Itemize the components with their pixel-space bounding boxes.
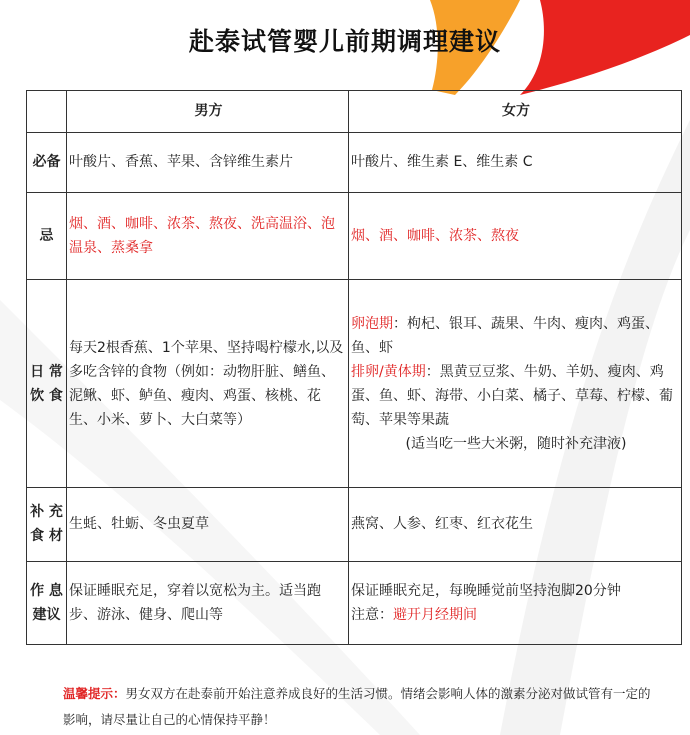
warm-tip-label: 温馨提示：: [63, 686, 126, 701]
row-rest: [27, 561, 682, 645]
advice-table: [26, 90, 682, 645]
row-label-rest-line1: 作 息: [30, 582, 63, 599]
cell-must-female: 叶酸片、维生素 E、维生素 C: [349, 132, 682, 193]
cell-diet-male: 每天2根香蕉、1个苹果、坚持喝柠檬水,以及多吃含锌的食物（例如：动物肝脏、鳝鱼、泥鳅、虾、鲈鱼、瘦肉、鸡蛋、核桃、花生、小米、萝卜、大白菜等）: [67, 279, 349, 488]
warm-tip-text: 男女双方在赴泰前开始注意养成良好的生活习惯。情绪会影响人体的激素分泌对做试管有一定的影响，请尽量让自己的心情保持平静！: [63, 686, 651, 727]
luteal-phase-label: 排卵/黄体期: [351, 363, 426, 380]
diet-female-note: (适当吃一些大米粥，随时补充津液): [405, 435, 627, 452]
row-label-rest: [27, 561, 67, 645]
row-label-supplement: [27, 488, 67, 561]
row-label-supplement-line2: 食 材: [30, 528, 63, 545]
header-male: 男方: [67, 91, 349, 133]
row-label-rest-line2: 建议: [32, 606, 61, 623]
row-diet: [27, 279, 682, 488]
cell-avoid-female: 烟、酒、咖啡、浓茶、熬夜: [349, 193, 682, 280]
follicular-phase-label: 卵泡期: [351, 315, 393, 332]
follicular-phase-text: ：枸杞、银耳、蔬果、牛肉、瘦肉、鸡蛋、鱼、虾: [351, 315, 659, 356]
row-label-avoid: 忌: [27, 193, 67, 280]
cell-supplement-male: 生蚝、牡蛎、冬虫夏草: [67, 488, 349, 561]
cell-rest-female: [349, 561, 682, 645]
cell-rest-male: 保证睡眠充足，穿着以宽松为主。适当跑步、游泳、健身、爬山等: [67, 561, 349, 645]
header-female: 女方: [349, 91, 682, 133]
rest-female-line1: 保证睡眠充足，每晚睡觉前坚持泡脚20分钟: [351, 582, 621, 599]
row-label-supplement-line1: 补 充: [30, 504, 63, 521]
cell-avoid-male: 烟、酒、咖啡、浓茶、熬夜、洗高温浴、泡温泉、蒸桑拿: [67, 193, 349, 280]
row-label-diet-line2: 饮 食: [30, 387, 63, 404]
table-header-row: [27, 91, 682, 133]
cell-diet-female: [349, 279, 682, 488]
row-supplement: [27, 488, 682, 561]
row-label-diet-line1: 日 常: [30, 363, 63, 380]
cell-must-male: 叶酸片、香蕉、苹果、含锌维生素片: [67, 132, 349, 193]
row-must: [27, 132, 682, 193]
rest-female-note-red: 避开月经期间: [393, 606, 477, 623]
row-avoid: [27, 193, 682, 280]
page-title: 赴泰试管婴儿前期调理建议: [188, 27, 501, 56]
cell-supplement-female: 燕窝、人参、红枣、红衣花生: [349, 488, 682, 561]
header-corner: [27, 91, 67, 133]
luteal-phase-text: ：黑黄豆豆浆、牛奶、羊奶、瘦肉、鸡蛋、鱼、虾、海带、小白菜、橘子、草莓、柠檬、葡萄、苹果等果蔬: [351, 363, 673, 428]
warm-tip: [63, 681, 653, 733]
row-label-must: 必备: [27, 132, 67, 193]
row-label-diet: [27, 279, 67, 488]
rest-female-note-prefix: 注意：: [351, 606, 393, 623]
